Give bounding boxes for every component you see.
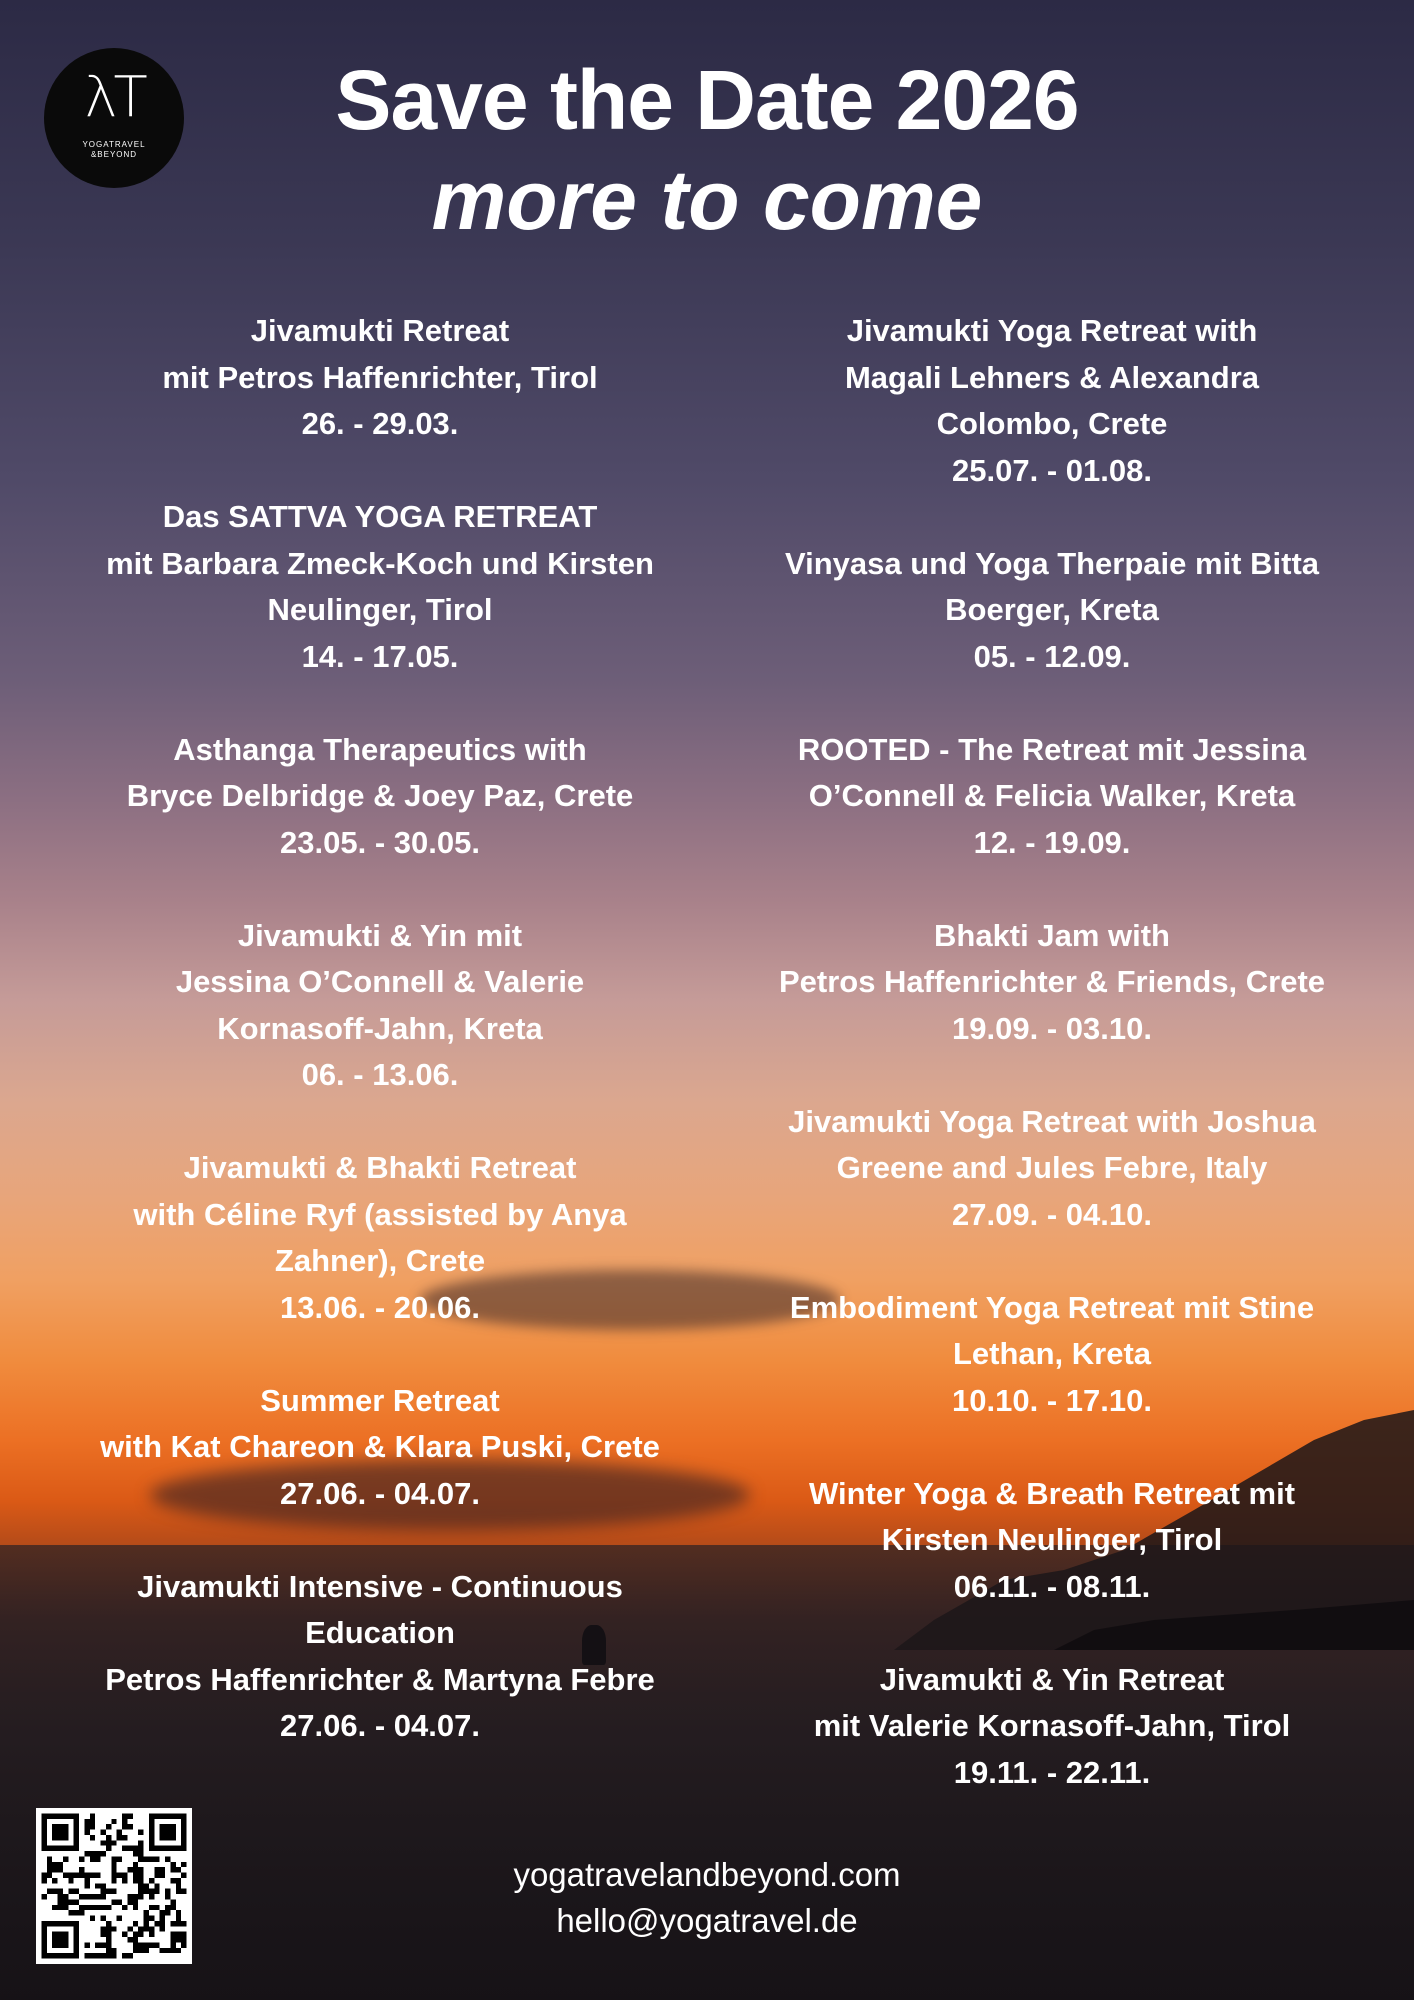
event-text-line: Bryce Delbridge & Joey Paz, Crete	[126, 778, 634, 813]
email-link[interactable]: hello@yogatravel.de	[556, 1902, 858, 1939]
event-text-line: Zahner), Crete	[274, 1243, 486, 1278]
event-dates: 25.07. - 01.08.	[952, 452, 1152, 488]
event-text-line: Jivamukti & Yin mit	[237, 917, 523, 953]
qr-code[interactable]	[36, 1808, 192, 1964]
event-text-line: mit Barbara Zmeck-Koch und Kirsten	[106, 545, 654, 581]
event-dates: 27.09. - 04.10.	[952, 1196, 1152, 1232]
event-item	[742, 1099, 1362, 1239]
event-dates: 23.05. - 30.05.	[280, 824, 480, 860]
event-item	[70, 1145, 690, 1331]
event-item	[742, 1471, 1362, 1611]
event-item	[742, 1657, 1362, 1797]
event-text-line: Jivamukti Intensive - Continuous	[137, 1568, 623, 1604]
event-item	[742, 913, 1362, 1053]
event-text-line: Petros Haffenrichter & Martyna Febre	[105, 1661, 655, 1697]
logo-text: YOGATRAVEL &BEYOND	[82, 140, 146, 159]
event-text-line: Winter Yoga & Breath Retreat mit	[808, 1475, 1296, 1511]
event-text-line: Petros Haffenrichter & Friends, Crete	[778, 964, 1326, 999]
event-item	[70, 1564, 690, 1750]
event-item	[70, 494, 690, 680]
event-item	[742, 308, 1362, 494]
event-text-line: Kirsten Neulinger, Tirol	[881, 1522, 1223, 1557]
event-text-line: Greene and Jules Febre, Italy	[836, 1150, 1268, 1185]
event-dates: 27.06. - 04.07.	[280, 1708, 480, 1743]
event-text-line: Das SATTVA YOGA RETREAT	[162, 499, 598, 534]
website-link[interactable]: yogatravelandbeyond.com	[513, 1856, 901, 1893]
event-text-line: Summer Retreat	[260, 1382, 500, 1418]
event-dates: 06.11. - 08.11.	[953, 1568, 1151, 1604]
event-dates: 13.06. - 20.06.	[280, 1289, 480, 1325]
event-dates: 19.09. - 03.10.	[952, 1010, 1152, 1046]
event-dates: 10.10. - 17.10.	[952, 1382, 1152, 1418]
event-dates: 14. - 17.05.	[301, 638, 459, 674]
event-text-line: Jivamukti & Yin Retreat	[879, 1661, 1225, 1697]
event-text-line: O’Connell & Felicia Walker, Kreta	[808, 778, 1296, 813]
event-text-line: Colombo, Crete	[936, 406, 1168, 441]
event-text-line: Jivamukti Yoga Retreat with Joshua	[788, 1103, 1316, 1139]
event-dates: 26. - 29.03.	[301, 406, 459, 441]
event-text-line: mit Petros Haffenrichter, Tirol	[162, 359, 598, 395]
event-item	[742, 1285, 1362, 1425]
events-right-column	[742, 308, 1362, 1843]
event-item	[742, 727, 1362, 867]
event-dates: 19.11. - 22.11.	[953, 1754, 1151, 1790]
event-item	[70, 913, 690, 1099]
event-text-line: with Kat Chareon & Klara Puski, Crete	[100, 1429, 660, 1464]
event-text-line: Magali Lehners & Alexandra	[844, 359, 1260, 395]
event-text-line: Bhakti Jam with	[934, 917, 1170, 953]
event-item	[742, 541, 1362, 681]
event-text-line: Jivamukti Yoga Retreat with	[846, 313, 1258, 348]
event-text-line: Jessina O’Connell & Valerie	[175, 964, 585, 999]
event-text-line: mit Valerie Kornasoff-Jahn, Tirol	[813, 1708, 1291, 1743]
event-text-line: with Céline Ryf (assisted by Anya	[133, 1196, 627, 1232]
events-left-column	[70, 308, 690, 1796]
brand-logo	[44, 48, 184, 188]
logo-mark: λT	[84, 65, 144, 130]
event-dates: 27.06. - 04.07.	[280, 1475, 480, 1511]
event-text-line: Embodiment Yoga Retreat mit Stine	[789, 1289, 1315, 1325]
event-text-line: Neulinger, Tirol	[267, 592, 493, 627]
event-text-line: Jivamukti & Bhakti Retreat	[183, 1150, 577, 1185]
event-dates: 12. - 19.09.	[973, 824, 1131, 860]
contact-footer	[407, 1852, 1007, 1944]
page-subtitle: more to come	[431, 153, 983, 247]
event-item	[70, 308, 690, 448]
event-dates: 06. - 13.06.	[301, 1057, 459, 1092]
event-text-line: Lethan, Kreta	[952, 1336, 1152, 1371]
event-item	[70, 727, 690, 867]
event-text-line: Boerger, Kreta	[945, 592, 1159, 627]
event-dates: 05. - 12.09.	[973, 638, 1131, 674]
event-text-line: Vinyasa und Yoga Therpaie mit Bitta	[784, 545, 1320, 581]
event-text-line: Kornasoff-Jahn, Kreta	[217, 1010, 543, 1046]
page-title: Save the Date 2026	[335, 53, 1079, 147]
event-text-line: Education	[305, 1615, 455, 1650]
event-item	[70, 1378, 690, 1518]
event-text-line: Jivamukti Retreat	[250, 313, 510, 348]
event-text-line: Asthanga Therapeutics with	[173, 731, 587, 767]
event-text-line: ROOTED - The Retreat mit Jessina	[797, 731, 1307, 767]
